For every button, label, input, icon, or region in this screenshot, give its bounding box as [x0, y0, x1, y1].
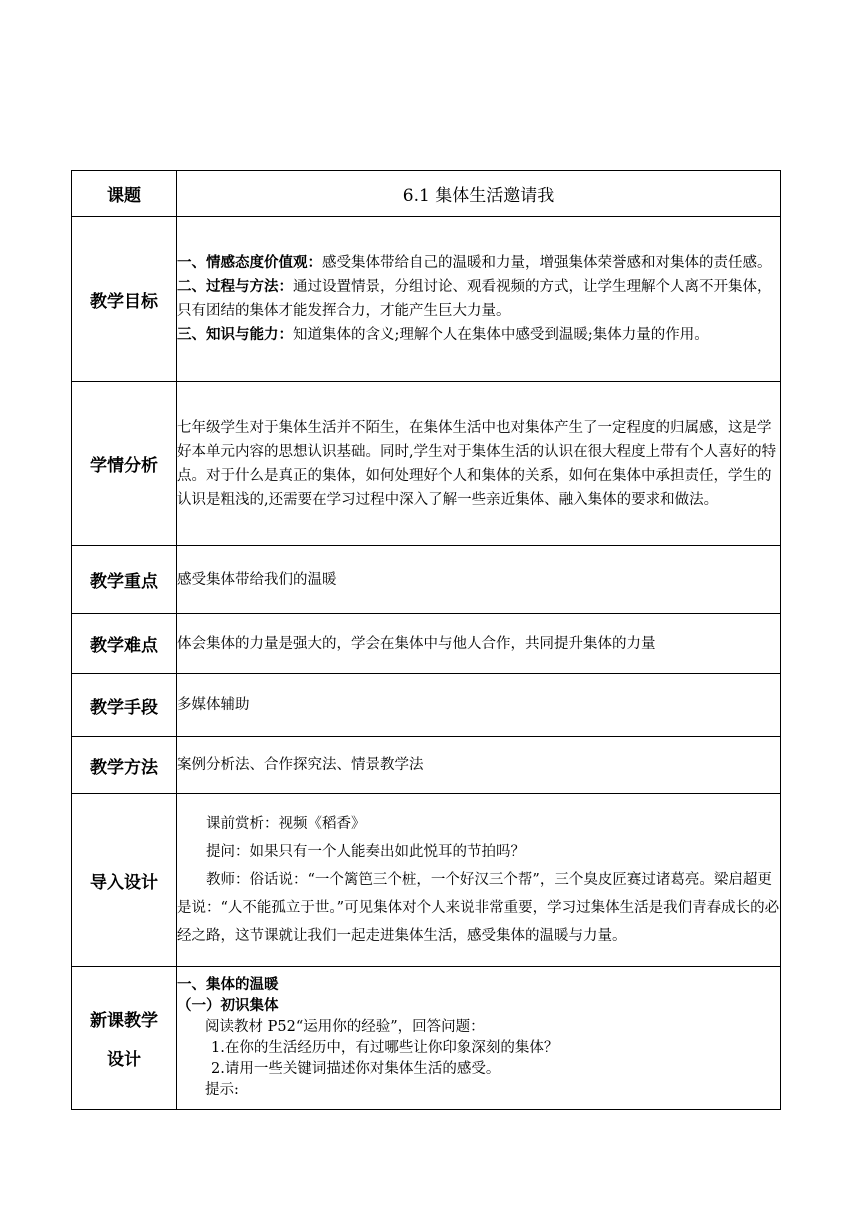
title-label: 课题 — [72, 171, 177, 217]
new-lesson-label-line1: 新课教学 — [90, 1011, 158, 1031]
row-means — [72, 674, 781, 737]
methods-value: 案例分析法、合作探究法、情景教学法 — [177, 737, 781, 794]
objective-head: 一、情感态度价值观： — [177, 255, 322, 271]
objective-text: 感受集体带给自己的温暖和力量，增强集体荣誉感和对集体的责任感。 — [322, 255, 772, 271]
analysis-content — [177, 382, 781, 546]
intro-paragraph: 提问：如果只有一个人能奏出如此悦耳的节拍吗？ — [206, 844, 525, 860]
row-intro — [72, 794, 781, 967]
row-key-point — [72, 546, 781, 614]
lesson-title: 6.1 集体生活邀请我 — [177, 171, 781, 217]
objective-item — [177, 275, 780, 323]
objective-item — [177, 251, 780, 275]
objectives-content — [177, 217, 781, 382]
new-lesson-label — [72, 967, 177, 1110]
key-point-value: 感受集体带给我们的温暖 — [177, 546, 781, 614]
means-label: 教学手段 — [72, 674, 177, 737]
difficulty-value: 体会集体的力量是强大的，学会在集体中与他人合作，共同提升集体的力量 — [177, 614, 781, 674]
lesson-line: 阅读教材 P52“运用你的经验”，回答问题： — [205, 1019, 485, 1035]
objective-text: 知道集体的含义;理解个人在集体中感受到温暖;集体力量的作用。 — [293, 327, 709, 343]
methods-label: 教学方法 — [72, 737, 177, 794]
objective-item — [177, 323, 780, 347]
new-lesson-label-line2: 设计 — [107, 1050, 141, 1070]
new-lesson-content — [177, 967, 781, 1110]
objective-head: 二、过程与方法： — [177, 279, 293, 295]
objectives-label: 教学目标 — [72, 217, 177, 382]
row-objectives — [72, 217, 781, 382]
key-point-label: 教学重点 — [72, 546, 177, 614]
analysis-label: 学情分析 — [72, 382, 177, 546]
section-heading: 一、集体的温暖 — [177, 977, 279, 993]
objective-head: 三、知识与能力： — [177, 327, 293, 343]
analysis-text: 七年级学生对于集体生活并不陌生，在集体生活中也对集体产生了一定程度的归属感，这是学好本单元内容的思想认识基础。同时,学生对于集体生活的认识在很大程度上带有个人喜好的特点。对于什么是真正的集体，如何处理好个人和集体的关系，如何在集体中承担责任，学生的认识是粗浅的,还需要在学习过程中深入了解一些亲近集体、融入集体的要求和做法。 — [177, 419, 777, 508]
row-methods — [72, 737, 781, 794]
row-difficulty — [72, 614, 781, 674]
objective-text: 通过设置情景，分组讨论、观看视频的方式，让学生理解个人离不开集体，只有团结的集体才能发挥合力，才能产生巨大力量。 — [177, 279, 772, 319]
row-new-lesson — [72, 967, 781, 1110]
intro-content — [177, 794, 781, 967]
row-title — [72, 171, 781, 217]
lesson-line: 提示: — [205, 1082, 239, 1098]
lesson-line: 2.请用一些关键词描述你对集体生活的感受。 — [211, 1061, 501, 1077]
row-analysis — [72, 382, 781, 546]
intro-paragraph: 课前赏析：视频《稻香》 — [206, 816, 366, 832]
lesson-plan-table — [71, 170, 781, 1110]
difficulty-label: 教学难点 — [72, 614, 177, 674]
subsection-heading: （一）初识集体 — [177, 998, 279, 1014]
means-value: 多媒体辅助 — [177, 674, 781, 737]
intro-label: 导入设计 — [72, 794, 177, 967]
lesson-line: 1.在你的生活经历中，有过哪些让你印象深刻的集体？ — [211, 1040, 559, 1056]
intro-paragraph: 教师：俗话说：“一个篱笆三个桩，一个好汉三个帮”，三个臭皮匠赛过诸葛亮。梁启超更是说：“人不能孤立于世。”可见集体对个人来说非常重要，学习过集体生活是我们青春成长的必经之路，这节课就让我们一起走进集体生活，感受集体的温暖与力量。 — [177, 872, 780, 944]
